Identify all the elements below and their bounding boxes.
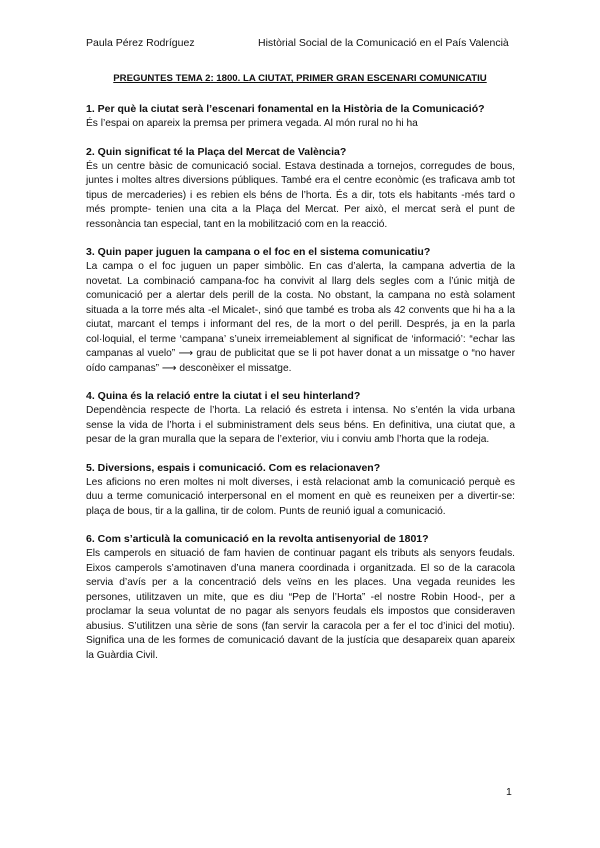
question-heading: 1. Per què la ciutat serà l’escenari fonamental en la Història de la Comunicació? (86, 103, 485, 115)
question-section-3 (86, 245, 515, 376)
question-section-1 (86, 102, 515, 132)
answer-text: És un centre bàsic de comunicació social. Estava destinada a tornejos, corregudes de bous, juntes i moltes altres diversions públiques. També era el centre econòmic (es traficava amb tot tipus de mercaderies) i es rebien els béns de l’horta. És a dir, tots els habitants -més tard o més prompte- tenien una cita a la Plaça del Mercat. Per això, el mercat serà el punt de ressonància tan especial, tant en la mobilització com en la reacció. (86, 160, 515, 230)
page-number: 1 (506, 786, 512, 798)
header-author: Paula Pérez Rodríguez (86, 37, 195, 49)
questions-list (86, 102, 515, 676)
question-section-6 (86, 532, 515, 663)
answer-text: Els camperols en situació de fam havien de continuar pagant els tributs als senyors feudals. Eixos camperols s’amotinaven d’una manera coordinada i organitzada. El so de la caracola servia d’avís per a la concentració dels veïns en les places. Una vegada reunides les persones, utilitzaven un mite, que es diu “Pep de l’Horta” -el nostre Robin Hood-, per a proclamar la seua voluntat de no pagar als senyors feudals els impostos que consideraven abusius. S’utilitzen una sèrie de sons (fan servir la caracola per a fer el toc d’inici del motiu). Significa una de les formes de comunicació davant de la justícia que desapareix quan apareix la Guàrdia Civil. (86, 548, 515, 661)
question-heading: 4. Quina és la relació entre la ciutat i el seu hinterland? (86, 390, 361, 402)
answer-text: És l’espai on apareix la premsa per primera vegada. Al món rural no hi ha (86, 118, 418, 129)
header-course: Històrial Social de la Comunicació en el País Valencià (258, 37, 509, 49)
question-heading: 6. Com s’articulà la comunicació en la revolta antisenyorial de 1801? (86, 533, 429, 545)
question-heading: 3. Quin paper juguen la campana o el foc en el sistema comunicatiu? (86, 246, 431, 258)
question-heading: 2. Quin significat té la Plaça del Mercat de València? (86, 145, 347, 158)
question-section-5 (86, 461, 515, 520)
question-heading: 5. Diversions, espais i comunicació. Com es relacionaven? (86, 461, 381, 474)
answer-text: La campa o el foc juguen un paper simbòlic. En cas d’alerta, la campana advertia de la novetat. La combinació campana-foc ha convivit al llarg dels segles com a l’únic mitjà de comunicació per a alertar dels perill de la costa. No obstant, la campana no està solament situada a la torre més alta -el Micalet-, sinó que també es troba als 42 convents que hi ha a la ciutat, marcant el temps i informant del res, de la mort o del perill. Després, ja en la parla col·loquial, el terme ‘campana’ s’uneix irremeiablement al significat de ‘informació’: “echar las campanas al vuelo” ⟶ grau de publicitat que se li pot haver donat a un missatge o “no haver oído campanas” ⟶ desconèixer el missatge. (86, 261, 515, 374)
question-section-4 (86, 389, 515, 448)
answer-text: Dependència respecte de l’horta. La relació és estreta i intensa. No s’entén la vida urbana sense la vida de l’horta i el subministrament dels seus béns. En definitiva, una ciutat que, a pesar de la gran muralla que la separa de l’exterior, viu i conviu amb l’horta que la rodeja. (86, 405, 515, 445)
question-section-2 (86, 145, 515, 233)
answer-text: Les aficions no eren moltes ni molt diverses, i està relacionat amb la comunicació perquè es duu a terme comunicació interpersonal en el moment en què es reuneixen per a divertir-se: plaça de bous, tir a la gallina, tir de colom. Punts de reunió igual a comunicació. (86, 476, 515, 517)
document-title: PREGUNTES TEMA 2: 1800. LA CIUTAT, PRIMER GRAN ESCENARI COMUNICATIU (113, 73, 487, 84)
